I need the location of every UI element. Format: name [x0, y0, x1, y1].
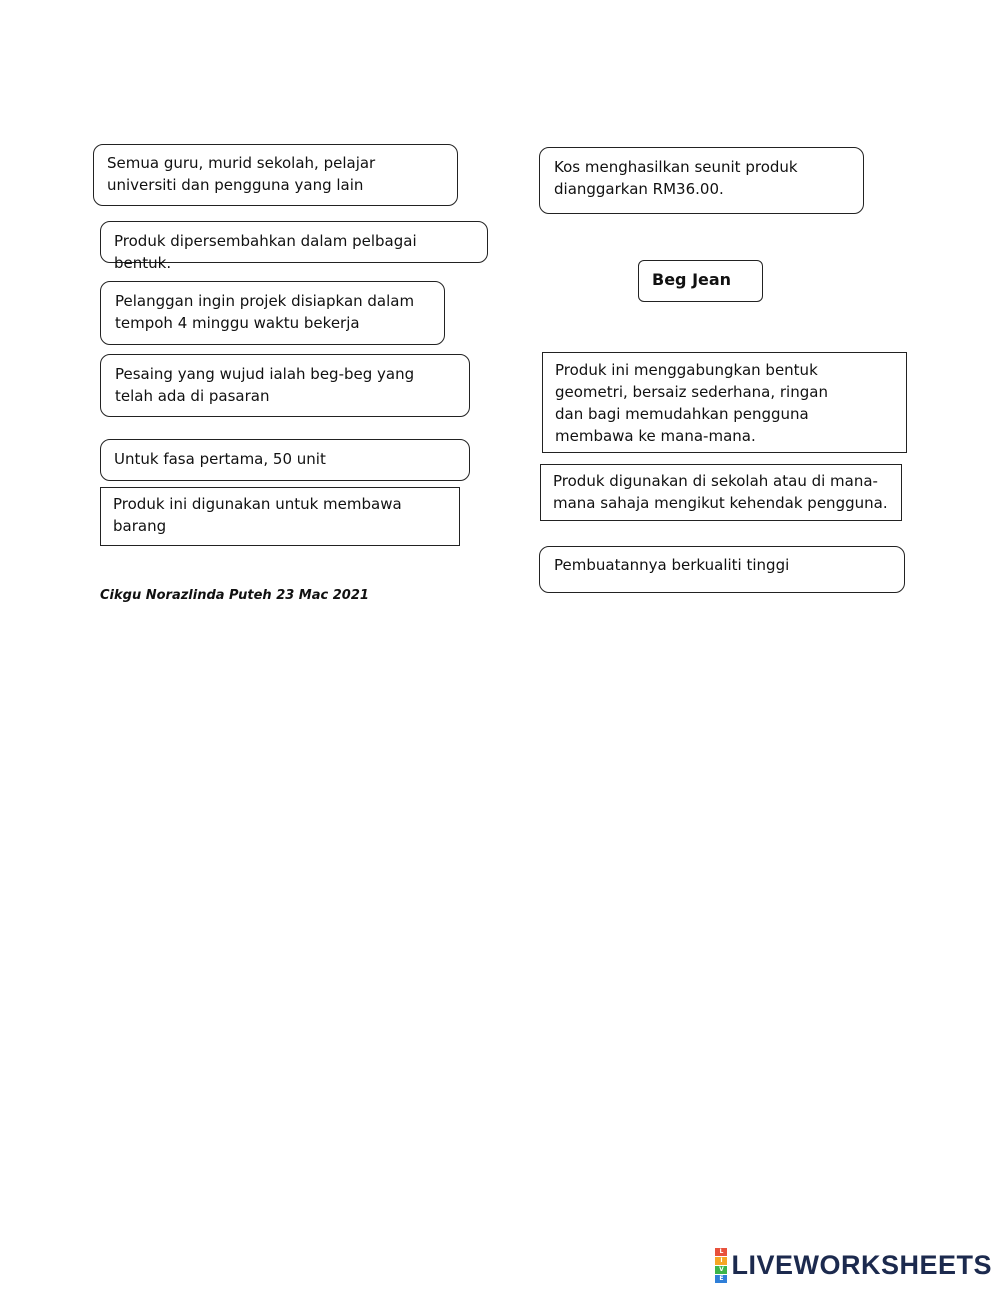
logo-block: E: [715, 1275, 727, 1283]
card-text: Produk digunakan di sekolah atau di mana-mana sahaja mengikut kehendak pengguna.: [553, 472, 888, 512]
product-title-box: [638, 260, 763, 302]
requirement-card-users[interactable]: [93, 144, 458, 206]
card-text: Produk dipersembahkan dalam pelbagai bentuk.: [114, 232, 417, 272]
product-title: Beg Jean: [652, 270, 732, 289]
requirement-card-variety[interactable]: [100, 221, 488, 272]
card-text: Pesaing yang wujud ialah beg-beg yang telah ada di pasaran: [115, 365, 415, 405]
logo-text: LIVEWORKSHEETS: [731, 1250, 992, 1280]
card-text: Semua guru, murid sekolah, pelajar universiti dan pengguna yang lain: [107, 154, 376, 194]
requirement-card-timeline[interactable]: [100, 281, 445, 345]
requirement-card-quality[interactable]: [539, 546, 905, 593]
requirement-card-competitors[interactable]: [100, 354, 470, 417]
card-text: Produk ini digunakan untuk membawa barang: [113, 495, 402, 535]
card-text: Pelanggan ingin projek disiapkan dalam tempoh 4 minggu waktu bekerja: [115, 292, 415, 332]
logo-block: I: [715, 1257, 727, 1265]
author-caption: Cikgu Norazlinda Puteh 23 Mac 2021: [100, 588, 369, 603]
logo-block: L: [715, 1248, 727, 1256]
card-text: Untuk fasa pertama, 50 unit: [114, 450, 326, 468]
liveworksheets-logo: [715, 1248, 992, 1283]
requirement-card-usage[interactable]: [540, 464, 902, 521]
logo-blocks-icon: [715, 1248, 727, 1283]
requirement-card-cost[interactable]: [539, 147, 864, 214]
requirement-card-quantity[interactable]: [100, 439, 470, 481]
logo-block: V: [715, 1266, 727, 1274]
card-text: Kos menghasilkan seunit produk dianggarkan RM36.00.: [554, 158, 798, 198]
card-text: Pembuatannya berkualiti tinggi: [554, 556, 790, 574]
card-text: Produk ini menggabungkan bentuk geometri, bersaiz sederhana, ringan dan bagi memudahkan pengguna membawa ke mana-mana.: [555, 361, 828, 445]
requirement-card-design[interactable]: [542, 352, 907, 453]
requirement-card-function[interactable]: [100, 487, 460, 546]
